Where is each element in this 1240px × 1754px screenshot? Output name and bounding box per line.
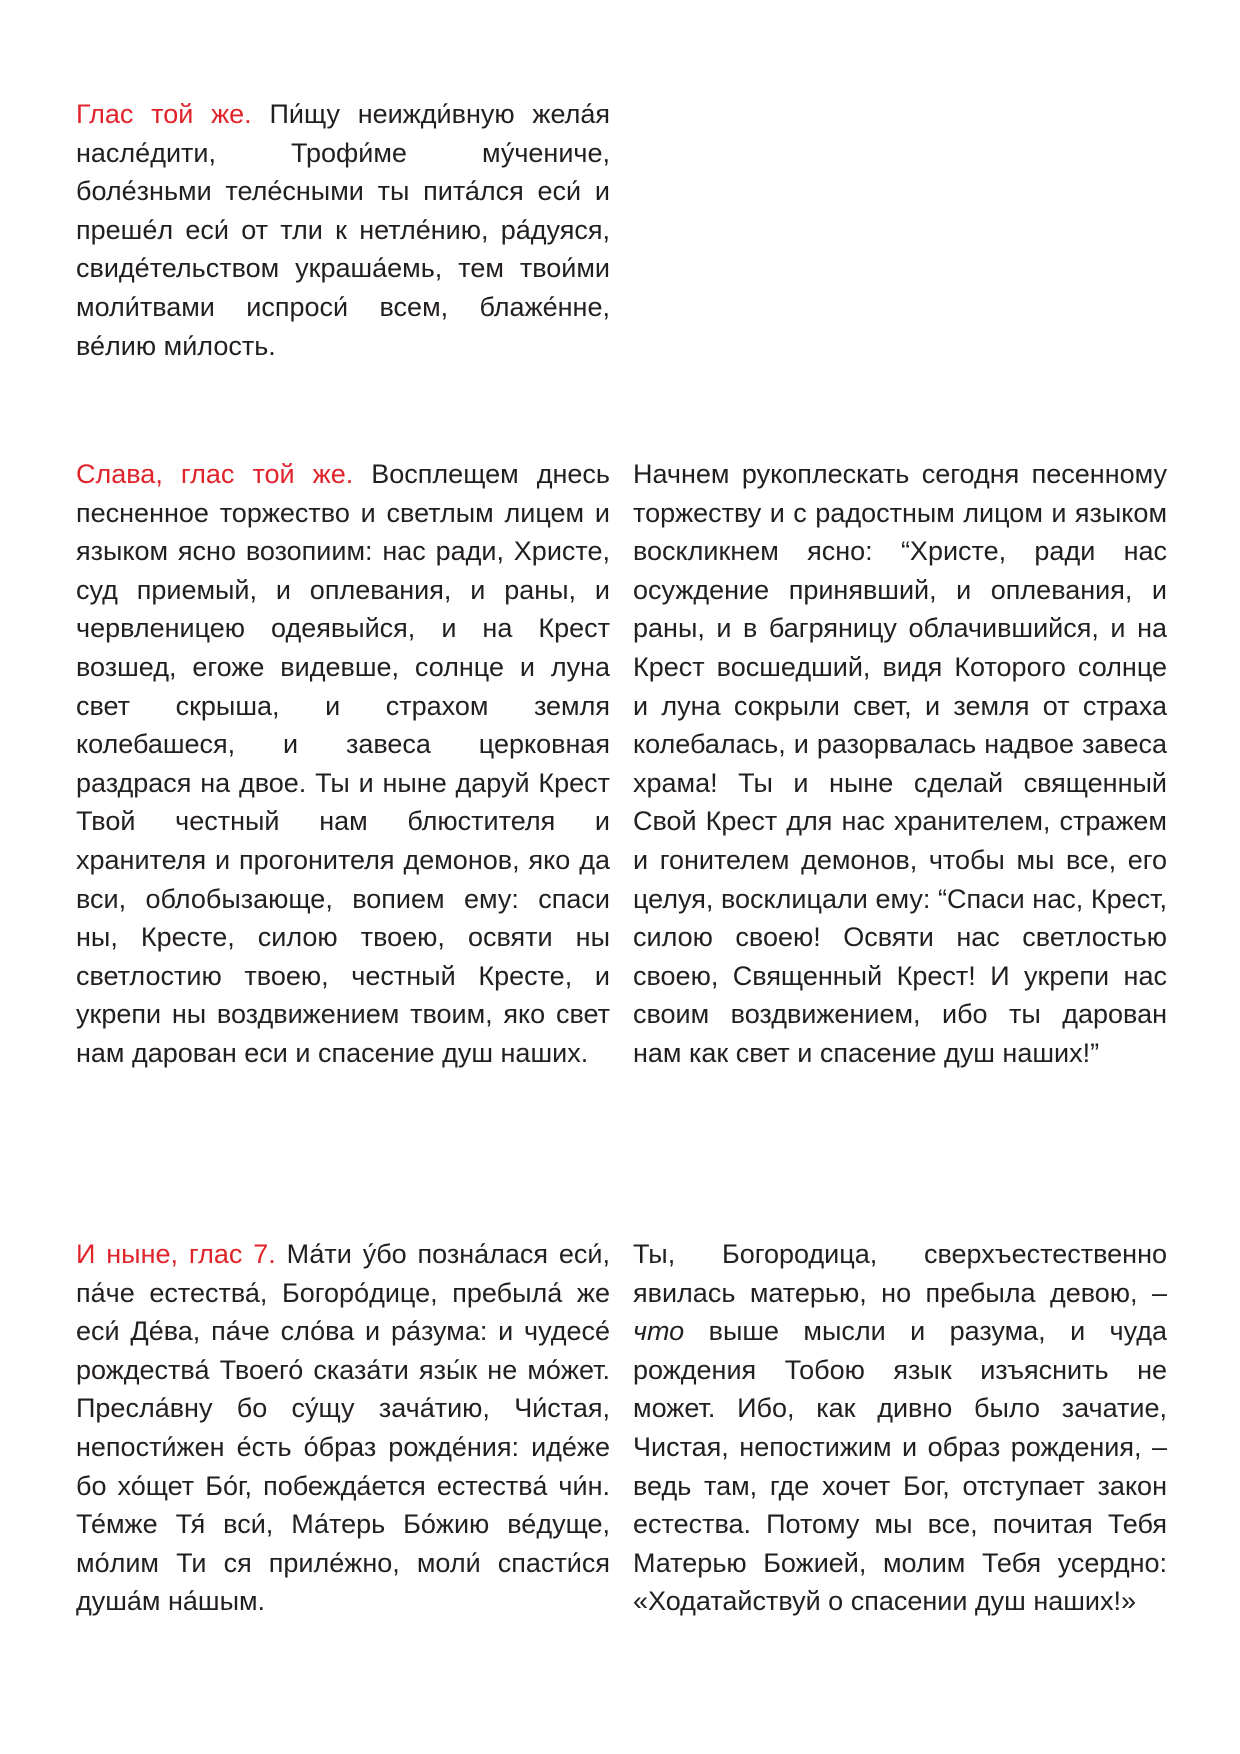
slavonic-text	[76, 95, 610, 365]
rubric-label: Глас той же.	[76, 99, 252, 129]
russian-translation	[633, 1235, 1167, 1621]
section-i-nyne	[76, 1235, 1171, 1655]
russian-body-part1: Ты, Богородица, сверхъестественно явилась матерью, но пребыла девою, –	[633, 1239, 1167, 1308]
russian-translation: Начнем рукоплескать сегодня песенному торжеству и с радостным лицом и языком воскликнем ясно: “Христе, ради нас осуждение принявший, и оплевания, и раны, и в багряницу облачившийся, и на Крест восшедший, видя Которого солнце и луна сокрыли свет, и земля от страха колебалась, и разорвалась надвое завеса храма! Ты и ныне сделай священный Свой Крест для нас хранителем, стражем и гонителем демонов, чтобы мы все, его целуя, восклицали ему: “Спаси нас, Крест, силою своею! Освяти нас светлостью своею, Священный Крест! И укрепи нас своим воздвижением, ибо ты дарован нам как свет и спасение душ наших!”	[633, 459, 1167, 1068]
slavonic-body: Пи́щу неижди́вную жела́я насле́дити, Трофи́ме му́чениче, боле́зньми теле́сными ты пита́лся еси́ и преше́л еси́ от тли к нетле́нию, ра́дуяся, свиде́тельством украша́емь, тем твои́ми моли́твами испроси́ всем, блаже́нне, ве́лию ми́лость.	[76, 99, 610, 361]
section-slava	[76, 455, 1171, 1195]
russian-emphasis: что	[633, 1316, 685, 1347]
section-troparion-trofim	[76, 95, 1171, 365]
slavonic-text	[76, 1235, 610, 1621]
russian-body-part2: выше мысли и разума, и чуда рождения Тобою язык изъяснить не может. Ибо, как дивно было зачатие, Чистая, непостижим и образ рождения, – ведь там, где хочет Бог, отступает закон естества. Потому мы все, почитая Тебя Матерью Божией, молим Тебя усердно: «Ходатайствуй о спасении душ наших!»	[633, 1316, 1167, 1617]
slavonic-body: Ма́ти у́бо позна́лася еси́, па́че естества́, Богоро́дице, пребыла́ же еси́ Де́ва, па́че сло́ва и ра́зума: и чудесе́ рождества́ Твоего́ сказа́ти язы́к не мо́жет. Пресла́вну бо су́щу зача́тию, Чи́стая, непости́жен е́сть о́браз рожде́ния: иде́же бо хо́щет Бо́г, побежда́ется естества́ чи́н. Те́мже Тя́ вси́, Ма́терь Бо́жию ве́дуще, мо́лим Ти ся приле́жно, моли́ спасти́ся душа́м на́шым.	[76, 1239, 610, 1617]
slavonic-body: Восплещем днесь песненное торжество и светлым лицем и языком ясно возопиим: нас ради, Христе, суд приемый, и оплевания, и раны, и червленицею одеявыйся, и на Крест возшед, егоже видевше, солнце и луна свет скрыша, и страхом земля колебашеся, и завеса церковная раздрася на двое. Ты и ныне даруй Крест Твой честный нам блюстителя и хранителя и прогонителя демонов, яко да вси, облобызающе, вопием ему: спаси ны, Кресте, силою твоею, освяти ны светлостию твоею, честный Кресте, и укрепи ны воздвижением твоим, яко свет нам дарован еси и спасение душ наших.	[76, 459, 610, 1068]
slavonic-text	[76, 455, 610, 1073]
rubric-label: И ныне, глас 7.	[76, 1239, 276, 1269]
rubric-label: Слава, глас той же.	[76, 459, 354, 489]
